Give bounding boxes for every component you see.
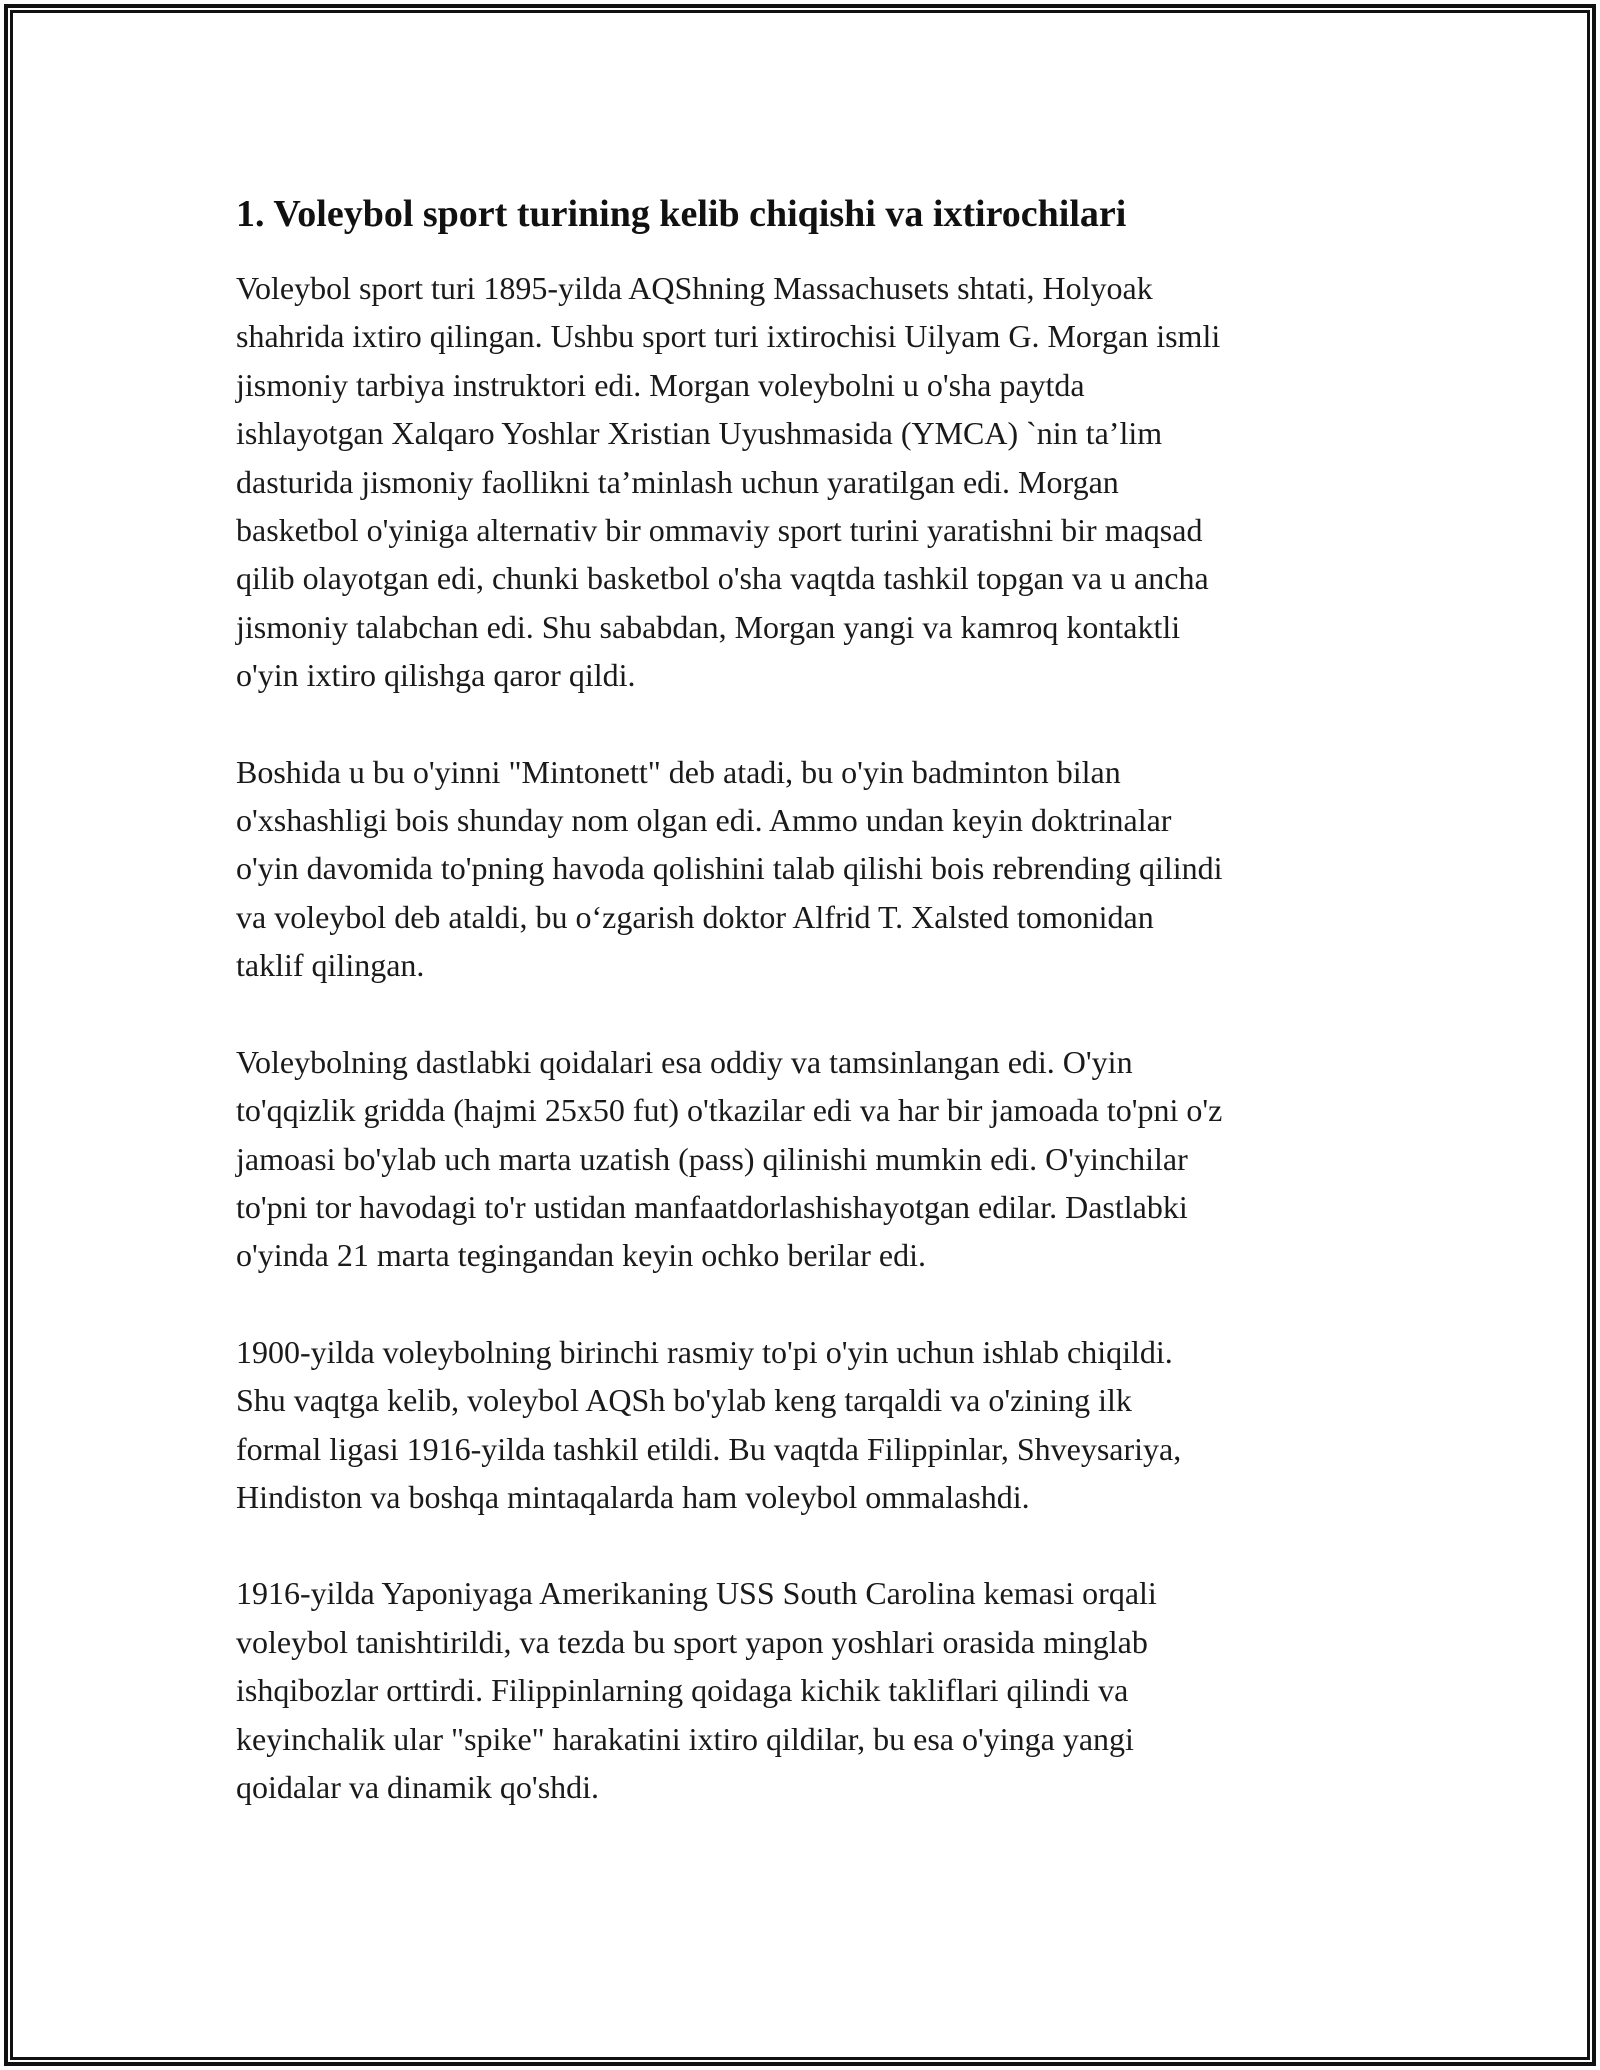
paragraph-origin: Voleybol sport turi 1895-yilda AQShning Massachusets shtati, Holyoak shahrida ixtiro qilingan. Ushbu sport turi ixtirochisi Uilyam G. Morgan ismli jismoniy tarbiya instruktori edi. Morgan voleybolni u o'sha paytda ishlayotgan Xalqaro Yoshlar Xristian Uyushmasida (YMCA) `nin ta’lim dasturida jismoniy faollikni ta’minlash uchun yaratilgan edi. Morgan basketbol o'yiniga alternativ bir ommaviy sport turini yaratishni bir maqsad qilib olayotgan edi, chunki basketbol o'sha vaqtda tashkil topgan va u ancha jismoniy talabchan edi. Shu sababdan, Morgan yangi va kamroq kontaktli o'yin ixtiro qilishga qaror qildi. [236, 270, 1221, 694]
paragraph-early-rules: Voleybolning dastlabki qoidalari esa oddiy va tamsinlangan edi. O'yin to'qqizlik gridda (hajmi 25x50 fut) o'tkazilar edi va har bir jamoada to'pni o'z jamoasi bo'ylab uch marta uzatish (pass) qilinishi mumkin edi. O'yinchilar to'pni tor havodagi to'r ustidan manfaatdorlashishayotgan edilar. Dastlabki o'yinda 21 marta tegingandan keyin ochko berilar edi. [236, 1043, 1223, 1274]
paragraph-naming: Boshida u bu o'yinni "Mintonett" deb atadi, bu o'yin badminton bilan o'xshashligi bois shunday nom olgan edi. Ammo undan keyin doktrinalar o'yin davomida to'pning havoda qolishini talab qilishi bois rebrending qilindi va voleybol deb ataldi, bu o‘zgarish doktor Alfrid T. Xalsted tomonidan taklif qilingan. [236, 753, 1223, 984]
paragraph-japan: 1916-yilda Yaponiyaga Amerikaning USS South Carolina kemasi orqali voleybol tanishtirildi, va tezda bu sport yapon yoshlari orasida minglab ishqibozlar orttirdi. Filippinlarning qoidaga kichik takliflari qilindi va keyinchalik ular "spike" harakatini ixtiro qildilar, bu esa o'yinga yangi qoidalar va dinamik qo'shdi. [236, 1575, 1157, 1805]
section-heading: 1. Voleybol sport turining kelib chiqishi va ixtirochilari [236, 193, 1127, 235]
paragraph-spread: 1900-yilda voleybolning birinchi rasmiy to'pi o'yin uchun ishlab chiqildi. Shu vaqtga kelib, voleybol AQSh bo'ylab keng tarqaldi va o'zining ilk formal ligasi 1916-yilda tashkil etildi. Bu vaqtda Filippinlar, Shveysariya, Hindiston va boshqa mintaqalarda ham voleybol ommalashdi. [236, 1333, 1182, 1515]
document-body [236, 186, 1376, 1859]
